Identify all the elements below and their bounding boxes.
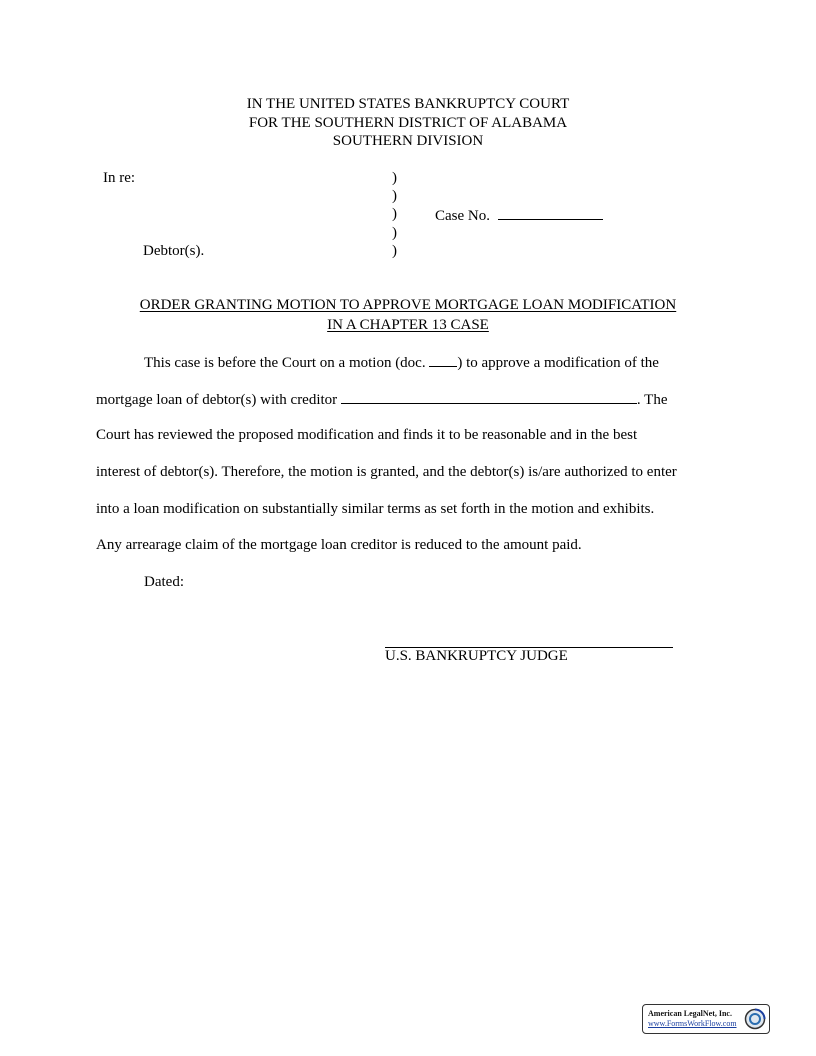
debtors-label: Debtor(s). bbox=[143, 243, 205, 259]
case-number-field[interactable] bbox=[435, 206, 603, 225]
caption-paren: ) bbox=[392, 225, 397, 241]
case-number-blank[interactable] bbox=[498, 206, 603, 220]
court-division: SOUTHERN DIVISION bbox=[332, 133, 484, 149]
company-name: American LegalNet, Inc. bbox=[648, 1009, 732, 1018]
caption-paren: ) bbox=[392, 206, 397, 222]
body-line-1 bbox=[144, 353, 659, 372]
order-title-line2: IN A CHAPTER 13 CASE bbox=[327, 317, 489, 333]
body-text: This case is before the Court on a motion (doc. bbox=[144, 355, 430, 371]
order-subtitle bbox=[0, 317, 816, 334]
caption-paren: ) bbox=[392, 170, 397, 186]
caption-paren: ) bbox=[392, 188, 397, 204]
legalnet-badge[interactable] bbox=[642, 1004, 770, 1034]
court-name: IN THE UNITED STATES BANKRUPTCY COURT bbox=[246, 96, 570, 112]
case-number-label: Case No. bbox=[435, 208, 490, 224]
body-line-6: Any arrearage claim of the mortgage loan creditor is reduced to the amount paid. bbox=[96, 537, 582, 553]
caption-paren: ) bbox=[392, 243, 397, 259]
doc-number-blank[interactable] bbox=[429, 353, 457, 367]
court-district: FOR THE SOUTHERN DISTRICT OF ALABAMA bbox=[248, 115, 568, 131]
body-line-3: Court has reviewed the proposed modification and finds it to be reasonable and in the best bbox=[96, 427, 638, 443]
body-line-4: interest of debtor(s). Therefore, the motion is granted, and the debtor(s) is/are authorized to enter bbox=[96, 464, 677, 480]
order-title-line1: ORDER GRANTING MOTION TO APPROVE MORTGAGE LOAN MODIFICATION bbox=[139, 297, 677, 313]
body-text: . The bbox=[636, 392, 668, 408]
judge-signature-label: U.S. BANKRUPTCY JUDGE bbox=[385, 648, 568, 664]
body-line-5: into a loan modification on substantially similar terms as set forth in the motion and exhibits. bbox=[96, 501, 655, 517]
body-text: mortgage loan of debtor(s) with creditor bbox=[96, 392, 341, 408]
body-line-2 bbox=[96, 390, 667, 409]
dated-label: Dated: bbox=[144, 574, 184, 590]
globe-logo-icon bbox=[744, 1008, 766, 1030]
website-link[interactable]: www.FormsWorkFlow.com bbox=[648, 1019, 737, 1028]
body-text: ) to approve a modification of the bbox=[457, 355, 659, 371]
creditor-blank[interactable] bbox=[341, 390, 637, 404]
in-re-label: In re: bbox=[103, 170, 136, 186]
order-title bbox=[0, 297, 816, 314]
